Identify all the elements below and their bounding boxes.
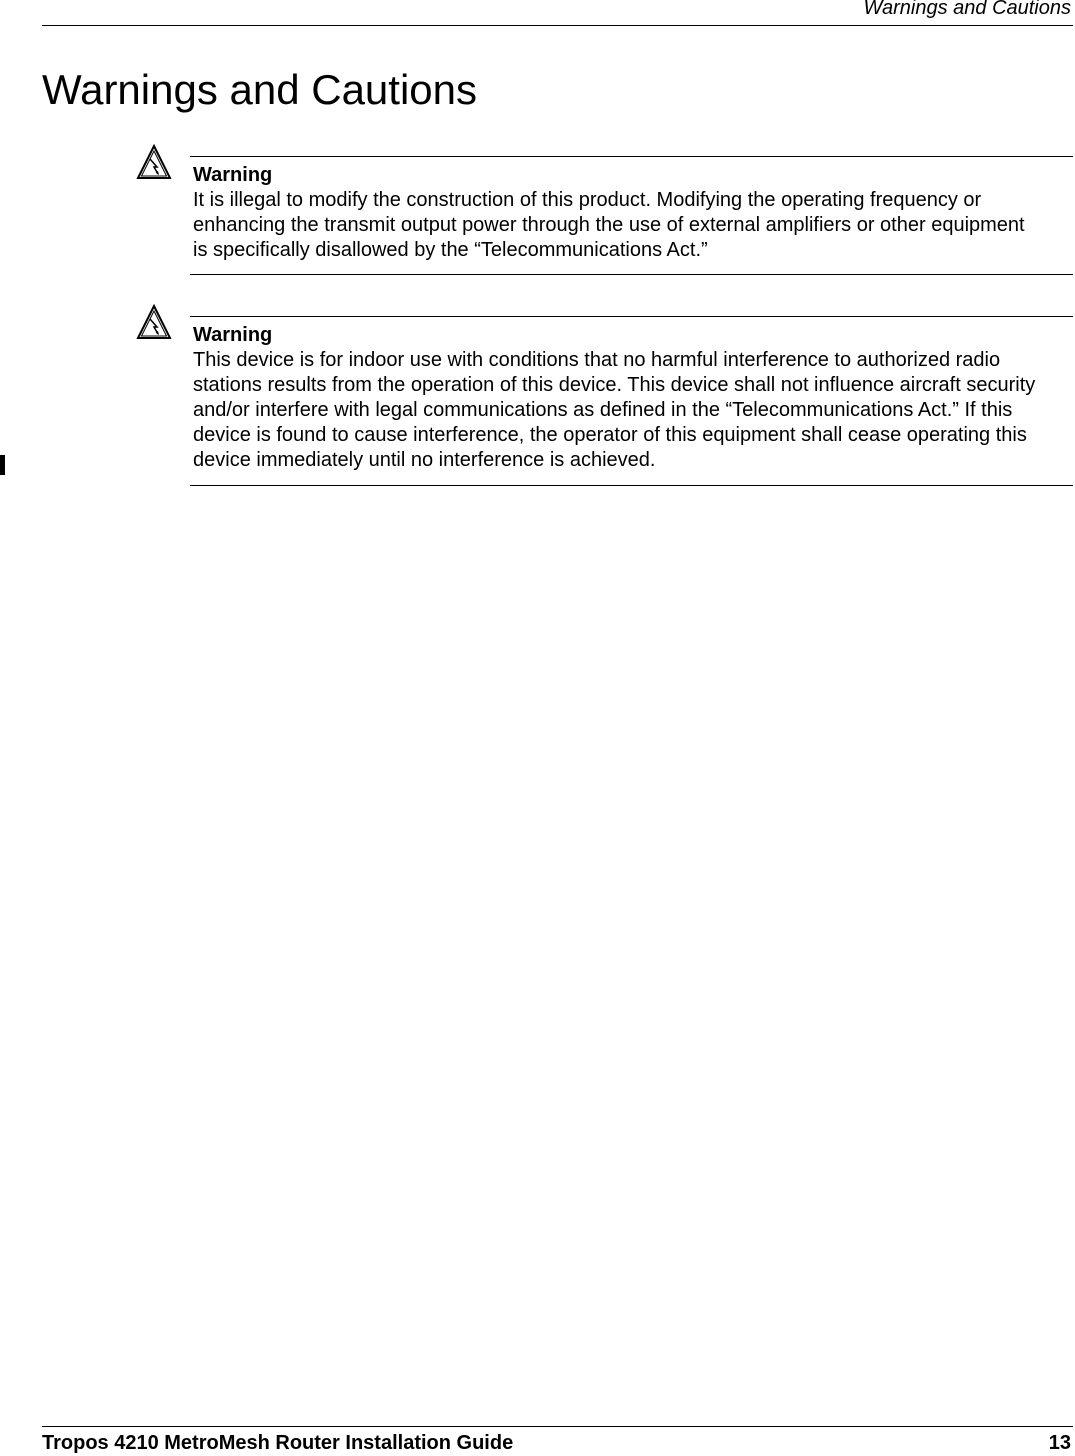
page-number: 13 — [1048, 1432, 1071, 1454]
warning-block — [190, 156, 1073, 275]
footer-guide-title: Tropos 4210 MetroMesh Router Installation Guide — [42, 1432, 514, 1454]
warning-text: It is illegal to modify the construction of this product. Modifying the operating frequency or enhancing the transmit output power through the use of external amplifiers or other equipment is specifically disallowed by the “Telecommunications Act.” — [193, 189, 1025, 261]
running-header: Warnings and Cautions — [863, 0, 1071, 19]
change-bar — [0, 455, 5, 475]
header-rule — [42, 25, 1073, 26]
warning-heading: Warning — [193, 164, 273, 186]
footer-rule — [42, 1426, 1073, 1427]
page-title: Warnings and Cautions — [42, 66, 478, 113]
warning-block — [190, 316, 1073, 486]
warning-triangle-icon — [135, 303, 173, 341]
warning-heading: Warning — [193, 324, 273, 346]
warning-text: This device is for indoor use with conditions that no harmful interference to authorized radio stations results from the operation of this device. This device shall not influence aircraft security and/or interfere with legal communications as defined in the “Telecommunications Act.” If this device is found to cause interference, the operator of this equipment shall cease operating this device immediately until no interference is achieved. — [193, 349, 1036, 471]
warning-triangle-icon — [135, 143, 173, 181]
